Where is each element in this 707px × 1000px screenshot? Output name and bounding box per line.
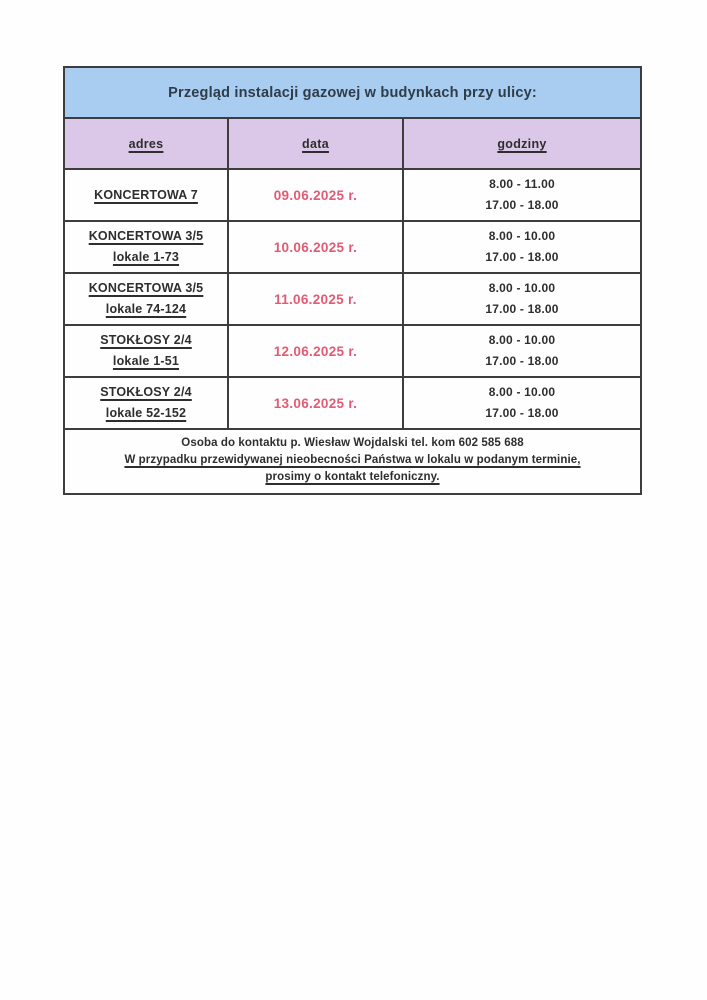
contact-person-line: Osoba do kontaktu p. Wiesław Wojdalski tel. kom 602 585 688 [181, 437, 524, 449]
hours-morning: 8.00 - 10.00 [488, 229, 556, 243]
table-row [65, 274, 640, 326]
table-row [65, 170, 640, 222]
hours-evening: 17.00 - 18.00 [485, 354, 559, 368]
column-header-row [65, 119, 640, 170]
date-cell [229, 274, 404, 324]
hours-evening: 17.00 - 18.00 [485, 406, 559, 420]
hours-morning: 8.00 - 10.00 [488, 333, 556, 347]
address-cell [65, 274, 229, 324]
notice-title: Przegląd instalacji gazowej w budynkach przy ulicy: [168, 84, 537, 101]
date-cell [229, 326, 404, 376]
table-body [65, 170, 640, 430]
hours-cell [404, 274, 640, 324]
address-line-1: KONCERTOWA 7 [94, 187, 198, 202]
date-cell [229, 222, 404, 272]
hours-evening: 17.00 - 18.00 [485, 250, 559, 264]
address-line-2: lokale 1-73 [112, 250, 180, 264]
column-header-adres: adres [65, 119, 229, 168]
address-cell [65, 378, 229, 428]
address-line-1: STOKŁOSY 2/4 [100, 333, 192, 347]
table-row [65, 378, 640, 430]
hours-morning: 8.00 - 11.00 [489, 177, 555, 191]
notice-title-bar [65, 68, 640, 119]
date-cell [229, 378, 404, 428]
table-row [65, 326, 640, 378]
address-line-2: lokale 1-51 [112, 354, 180, 368]
address-cell [65, 222, 229, 272]
address-cell [65, 170, 229, 220]
inspection-date: 10.06.2025 r. [273, 239, 358, 255]
hours-evening: 17.00 - 18.00 [485, 302, 559, 316]
contact-footer [65, 430, 640, 493]
table-row [65, 222, 640, 274]
inspection-date: 12.06.2025 r. [273, 343, 358, 359]
column-header-data: data [229, 119, 404, 168]
inspection-date: 11.06.2025 r. [274, 291, 357, 307]
hours-morning: 8.00 - 10.00 [488, 281, 556, 295]
inspection-date: 09.06.2025 r. [273, 187, 358, 203]
hours-cell [404, 378, 640, 428]
date-cell [229, 170, 404, 220]
hours-cell [404, 222, 640, 272]
absence-notice-line: W przypadku przewidywanej nieobecności Państwa w lokalu w podanym terminie, [124, 454, 581, 466]
address-cell [65, 326, 229, 376]
inspection-date: 13.06.2025 r. [273, 395, 358, 411]
address-line-2: lokale 52-152 [105, 406, 187, 420]
hours-cell [404, 170, 640, 220]
address-line-2: lokale 74-124 [105, 302, 187, 316]
address-line-1: STOKŁOSY 2/4 [100, 385, 192, 399]
hours-morning: 8.00 - 10.00 [488, 385, 556, 399]
address-line-1: KONCERTOWA 3/5 [88, 229, 204, 243]
hours-cell [404, 326, 640, 376]
column-header-godziny: godziny [497, 136, 547, 151]
hours-evening: 17.00 - 18.00 [485, 198, 559, 212]
call-request-line: prosimy o kontakt telefoniczny. [265, 471, 440, 483]
notice-table [63, 66, 642, 495]
address-line-1: KONCERTOWA 3/5 [88, 281, 204, 295]
